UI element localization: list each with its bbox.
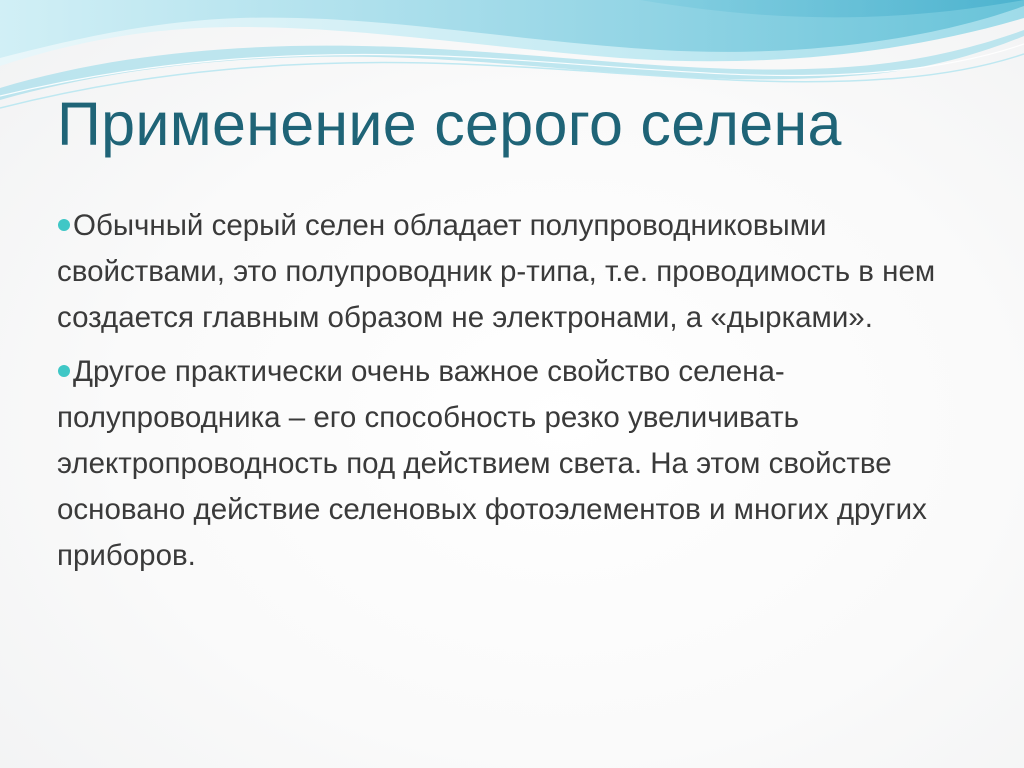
- bullet-list: [57, 203, 977, 587]
- list-item: [57, 349, 977, 579]
- bullet-text: Обычный серый селен обладает полупроводниковыми свойствами, это полупроводник р-типа, т.е. проводимость в нем создается главным образом не электронами, а «дырками».: [57, 209, 936, 334]
- bullet-text: Другое практически очень важное свойство селена- полупроводника – его способность резко увеличивать электропроводность под действием света. На этом свойстве основано действие селеновых фотоэлементов и многих других приборов.: [57, 355, 927, 572]
- circle-bullet-icon: [58, 365, 70, 377]
- circle-bullet-icon: [58, 219, 70, 231]
- slide-title: Применение серого селена: [57, 90, 842, 158]
- list-item: [57, 203, 977, 341]
